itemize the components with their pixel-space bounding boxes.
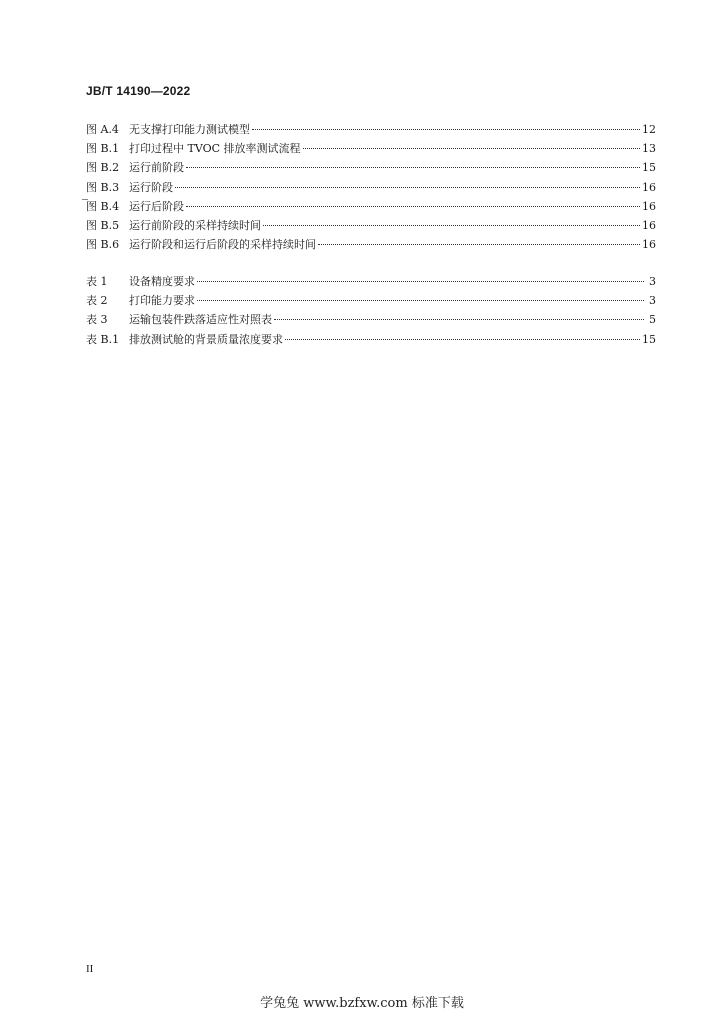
- dot-leader: [197, 280, 644, 282]
- entry-number: 图 B.5: [86, 218, 120, 232]
- figure-entry[interactable]: [86, 120, 656, 139]
- dot-leader: [175, 186, 640, 188]
- entry-page: 3: [649, 275, 656, 288]
- figure-entry[interactable]: [86, 139, 656, 158]
- entry-page: 12: [642, 123, 656, 136]
- entry-title: 设备精度要求: [129, 275, 195, 288]
- dot-leader: [186, 205, 640, 207]
- page-number: II: [86, 963, 94, 975]
- entry-title: 运行前阶段的采样持续时间: [129, 218, 261, 232]
- table-entry[interactable]: [86, 291, 656, 310]
- figure-entry[interactable]: [86, 216, 656, 235]
- figure-entry[interactable]: [86, 235, 656, 254]
- entry-title: 运行后阶段: [129, 199, 184, 213]
- entry-title: 无支撑打印能力测试模型: [129, 123, 250, 136]
- entry-page: 13: [642, 142, 656, 156]
- figure-list: [86, 120, 656, 254]
- entry-title: 运行阶段和运行后阶段的采样持续时间: [129, 238, 316, 252]
- figure-entry[interactable]: [86, 158, 656, 177]
- site-watermark: 学兔兔 www.bzfxw.com 标准下载: [260, 996, 464, 1011]
- entry-title: 运行阶段: [129, 180, 173, 194]
- dot-leader: [303, 147, 640, 149]
- dot-leader: [197, 299, 644, 301]
- figure-entry[interactable]: [86, 178, 656, 197]
- entry-page: 16: [642, 180, 656, 194]
- entry-number: 表 2: [86, 294, 108, 308]
- table-entry[interactable]: [86, 330, 656, 349]
- entry-number: 图 B.3: [86, 180, 120, 194]
- table-list: [86, 272, 656, 349]
- figure-entry[interactable]: [86, 197, 656, 216]
- entry-number: 图 B.6: [86, 238, 120, 252]
- entry-title: 排放测试舱的背景质量浓度要求: [129, 332, 283, 346]
- entry-number: 表 B.1: [86, 332, 120, 346]
- entry-title: 运输包装件跌落适应性对照表: [129, 313, 272, 327]
- entry-page: 16: [642, 218, 656, 232]
- dot-leader: [252, 128, 640, 130]
- table-entry[interactable]: [86, 310, 656, 329]
- entry-page: 16: [642, 199, 656, 213]
- entry-page: 15: [642, 161, 656, 175]
- dot-leader: [186, 166, 640, 168]
- entry-number: 表 1: [86, 275, 108, 288]
- dot-leader: [263, 224, 640, 226]
- entry-number: 图 B.1: [86, 142, 120, 156]
- entry-number: 图 B.4: [86, 199, 120, 213]
- entry-title: 打印过程中 TVOC 排放率测试流程: [129, 142, 301, 156]
- table-entry[interactable]: [86, 272, 656, 291]
- entry-number: 图 A.4: [86, 123, 119, 136]
- dot-leader: [285, 338, 640, 340]
- dot-leader: [318, 243, 640, 245]
- entry-title: 运行前阶段: [129, 161, 184, 175]
- dot-leader: [274, 318, 644, 320]
- entry-title: 打印能力要求: [129, 294, 195, 308]
- entry-page: 15: [642, 332, 656, 346]
- entry-page: 16: [642, 238, 656, 252]
- standard-code-header: JB/T 14190—2022: [86, 84, 191, 98]
- entry-page: 3: [649, 294, 656, 308]
- entry-page: 5: [649, 313, 656, 327]
- entry-number: 表 3: [86, 313, 108, 327]
- entry-number: 图 B.2: [86, 161, 120, 175]
